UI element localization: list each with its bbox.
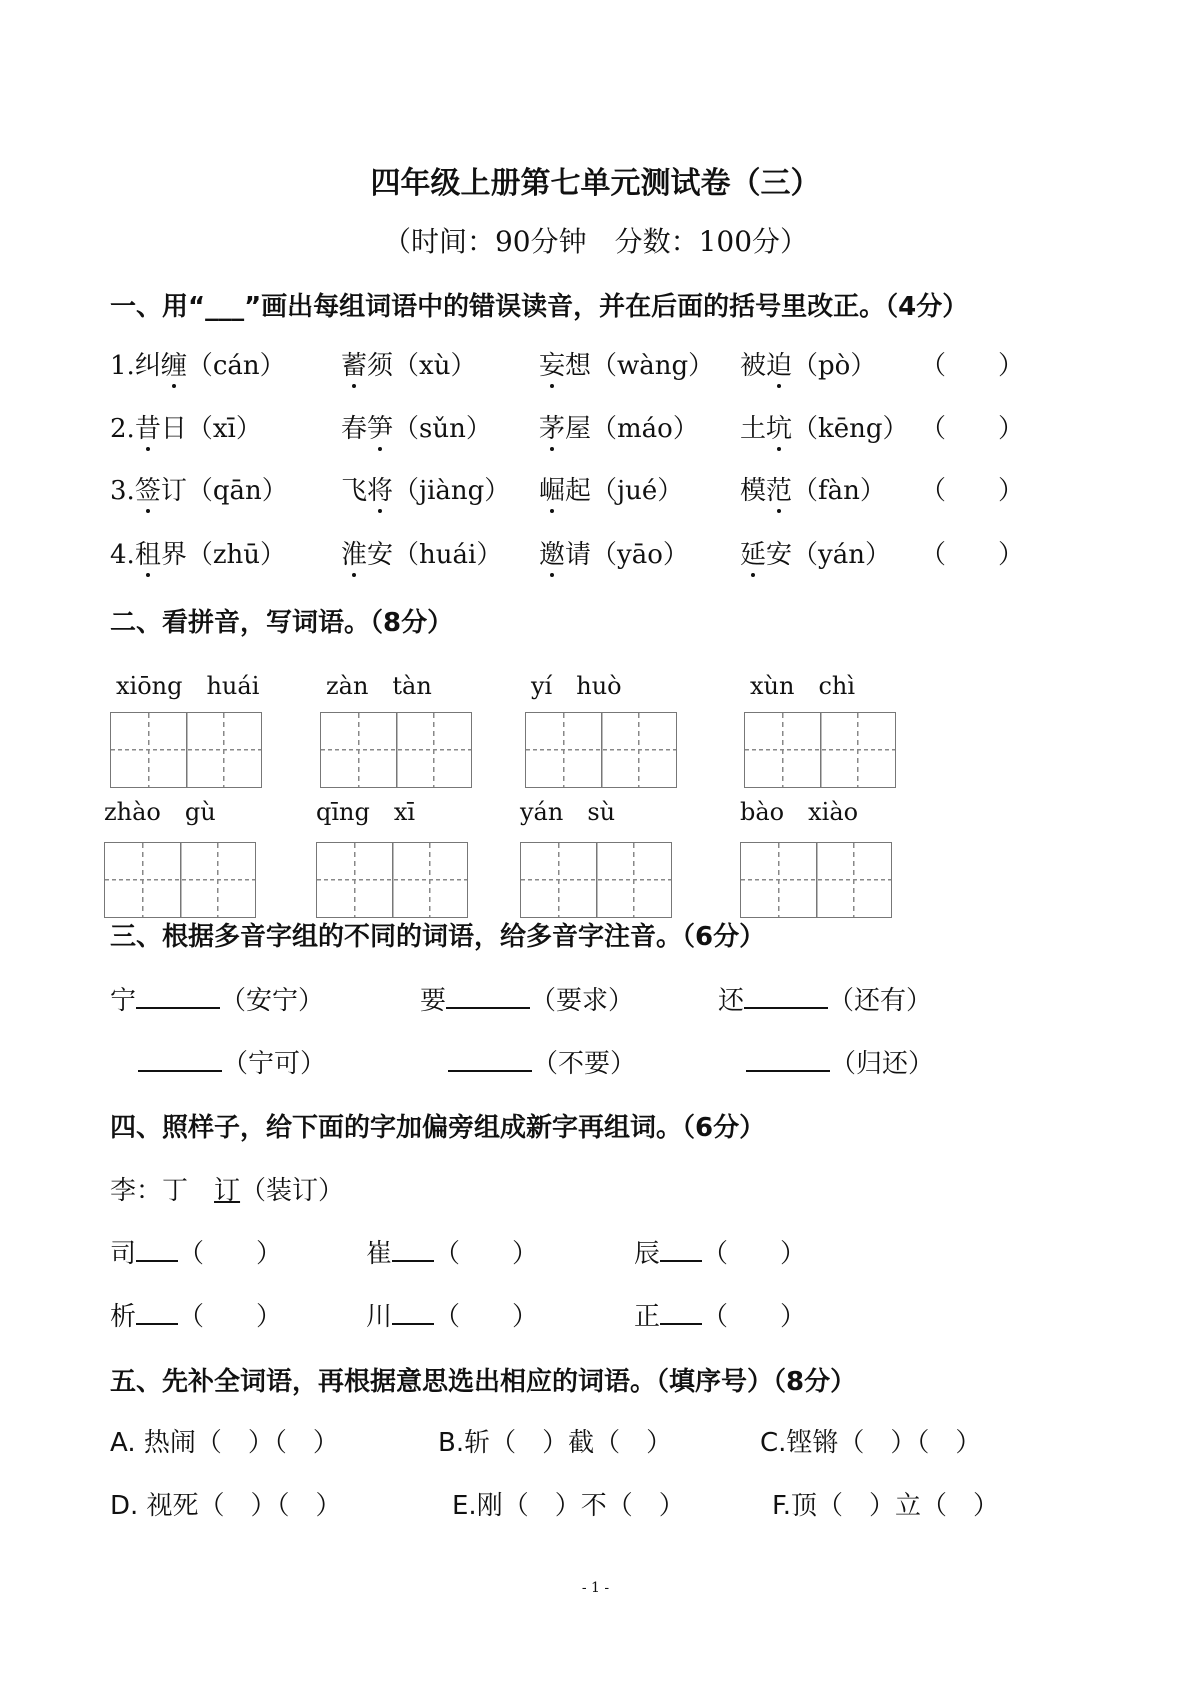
polyphone-word: （不要）: [532, 1049, 637, 1079]
word-char: 土: [740, 414, 767, 444]
word-parentheses[interactable]: （ ）: [434, 1239, 539, 1269]
word-parentheses[interactable]: （ ）: [178, 1239, 283, 1269]
pinyin-label: yí huò: [531, 672, 622, 700]
word-item: [341, 534, 502, 571]
radical-item: [634, 1233, 806, 1270]
word-char: 茅: [539, 408, 565, 445]
example-word: （装订）: [240, 1176, 345, 1206]
word-pinyin: （yán）: [792, 540, 891, 570]
word-item: [740, 470, 886, 507]
answer-parentheses[interactable]: （ ）: [920, 476, 1025, 506]
answer-parentheses[interactable]: （ ）: [920, 351, 1025, 381]
writing-grid[interactable]: [104, 842, 256, 918]
word-char: 订: [160, 476, 187, 506]
new-char-blank[interactable]: [136, 1301, 178, 1325]
polyphone-char: 要: [420, 986, 447, 1016]
word-parentheses[interactable]: （ ）: [178, 1302, 283, 1332]
word-char: 签: [135, 470, 161, 507]
base-char: 司: [110, 1239, 137, 1269]
word-char: 飞: [341, 476, 368, 506]
polyphone-word: （归还）: [830, 1049, 935, 1079]
word-char: 安: [367, 540, 394, 570]
polyphone-word: （宁可）: [222, 1049, 327, 1079]
base-char: 川: [366, 1302, 393, 1332]
word-char: 缠: [161, 345, 187, 382]
writing-grid[interactable]: [744, 712, 896, 788]
word-char: 淮: [341, 534, 367, 571]
polyphone-item: [138, 1043, 326, 1080]
writing-grid[interactable]: [320, 712, 472, 788]
idiom-item[interactable]: E.刚（ ）不（ ）: [452, 1491, 685, 1521]
word-char: 界: [160, 540, 187, 570]
example-new-char: 订: [214, 1176, 241, 1206]
word-char: 邀: [539, 534, 565, 571]
word-item: [110, 470, 288, 507]
word-item: [110, 534, 286, 571]
polyphone-char: 还: [718, 986, 745, 1016]
word-pinyin: （xù）: [393, 351, 477, 381]
polyphone-item: [718, 980, 932, 1017]
writing-grid[interactable]: [525, 712, 677, 788]
writing-grid[interactable]: [110, 712, 262, 788]
word-item: [539, 470, 683, 507]
polyphone-word: （还有）: [828, 986, 933, 1016]
example: [110, 1170, 344, 1207]
word-char: 日: [160, 414, 187, 444]
polyphone-item: [420, 980, 634, 1017]
word-item: [110, 408, 262, 445]
word-char: 模: [740, 476, 767, 506]
section-3-heading: 三、根据多音字组的不同的词语，给多音字注音。（6分）: [110, 922, 766, 952]
word-char: 租: [135, 534, 161, 571]
pinyin-label: xiōng huái: [116, 672, 260, 700]
section-4-heading: 四、照样子，给下面的字加偏旁组成新字再组词。（6分）: [110, 1113, 766, 1143]
word-pinyin: （jué）: [591, 476, 684, 506]
pinyin-blank[interactable]: [746, 1048, 830, 1072]
word-char: 须: [367, 351, 394, 381]
word-char: 崛: [539, 470, 565, 507]
pinyin-label: zàn tàn: [326, 672, 432, 700]
word-char: 范: [766, 470, 792, 507]
radical-item: [110, 1233, 282, 1270]
new-char-blank[interactable]: [392, 1301, 434, 1325]
word-item: [539, 345, 714, 382]
base-char: 辰: [634, 1239, 661, 1269]
page-number: - 1 -: [581, 1580, 610, 1596]
new-char-blank[interactable]: [660, 1238, 702, 1262]
word-char: 迫: [766, 345, 792, 382]
idiom-item[interactable]: C.铿锵（ ）（ ）: [760, 1428, 982, 1458]
word-char: 安: [766, 540, 793, 570]
idiom-item[interactable]: B.斩（ ）截（ ）: [438, 1428, 673, 1458]
item-number: 4.: [110, 540, 135, 570]
pinyin-label: xùn chì: [750, 672, 856, 700]
word-char: 笋: [367, 408, 393, 445]
section-2-heading: 二、看拼音，写词语。（8分）: [110, 608, 454, 638]
pinyin-label: bào xiào: [740, 798, 859, 826]
word-pinyin: （sǔn）: [393, 414, 492, 444]
base-char: 正: [634, 1302, 661, 1332]
writing-grid[interactable]: [740, 842, 892, 918]
page-title: 四年级上册第七单元测试卷（三）: [370, 166, 821, 201]
pinyin-label: qīng xī: [316, 798, 416, 826]
item-number: 1.: [110, 351, 135, 381]
word-char: 坑: [766, 408, 792, 445]
word-item: [539, 408, 699, 445]
new-char-blank[interactable]: [136, 1238, 178, 1262]
word-pinyin: （qān）: [186, 476, 288, 506]
word-pinyin: （huái）: [393, 540, 503, 570]
word-item: [539, 534, 689, 571]
word-pinyin: （xī）: [186, 414, 262, 444]
word-char: 春: [341, 414, 368, 444]
word-char: 起: [565, 476, 592, 506]
word-char: 想: [565, 351, 592, 381]
pinyin-label: zhào gù: [104, 798, 216, 826]
word-parentheses[interactable]: （ ）: [702, 1302, 807, 1332]
new-char-blank[interactable]: [660, 1301, 702, 1325]
pinyin-blank[interactable]: [448, 1048, 532, 1072]
base-char: 析: [110, 1302, 137, 1332]
pinyin-blank[interactable]: [446, 985, 530, 1009]
polyphone-word: （安宁）: [220, 986, 325, 1016]
word-char: 延: [740, 534, 766, 571]
word-pinyin: （wàng）: [591, 351, 715, 381]
word-pinyin: （jiàng）: [393, 476, 511, 506]
subtitle: （时间：90分钟 分数：100分）: [382, 225, 809, 258]
radical-item: [110, 1296, 282, 1333]
word-char: 将: [367, 470, 393, 507]
idiom-item[interactable]: A. 热闹（ ）（ ）: [110, 1428, 339, 1458]
word-parentheses[interactable]: （ ）: [434, 1302, 539, 1332]
radical-item: [634, 1296, 806, 1333]
idiom-item[interactable]: D. 视死（ ）（ ）: [110, 1491, 342, 1521]
radical-item: [366, 1233, 538, 1270]
word-pinyin: （máo）: [591, 414, 699, 444]
word-char: 被: [740, 351, 767, 381]
base-char: 崔: [366, 1239, 393, 1269]
word-item: [341, 345, 476, 382]
word-item: [740, 534, 891, 571]
pinyin-label: yán sù: [520, 798, 616, 826]
word-char: 妄: [539, 345, 565, 382]
word-item: [110, 345, 286, 382]
item-number: 3.: [110, 476, 135, 506]
idiom-item[interactable]: F.顶（ ）立（ ）: [772, 1491, 1000, 1521]
word-item: [341, 470, 510, 507]
word-char: 纠: [134, 351, 161, 381]
word-pinyin: （zhū）: [186, 540, 287, 570]
example-text: 李：丁: [110, 1176, 189, 1206]
word-parentheses[interactable]: （ ）: [702, 1239, 807, 1269]
polyphone-item: [448, 1043, 636, 1080]
pinyin-blank[interactable]: [744, 985, 828, 1009]
word-char: 请: [565, 540, 592, 570]
word-item: [740, 345, 876, 382]
polyphone-char: 宁: [110, 986, 137, 1016]
polyphone-item: [110, 980, 324, 1017]
word-pinyin: （fàn）: [792, 476, 886, 506]
pinyin-blank[interactable]: [138, 1048, 222, 1072]
word-pinyin: （cán）: [186, 351, 286, 381]
word-char: 屋: [565, 414, 592, 444]
answer-parentheses[interactable]: （ ）: [920, 540, 1025, 570]
word-pinyin: （yāo）: [591, 540, 689, 570]
section-1-heading: 一、用“___”画出每组词语中的错误读音，并在后面的括号里改正。（4分）: [110, 292, 969, 322]
pinyin-blank[interactable]: [136, 985, 220, 1009]
word-pinyin: （kēng）: [792, 414, 909, 444]
writing-grid[interactable]: [316, 842, 468, 918]
new-char-blank[interactable]: [392, 1238, 434, 1262]
radical-item: [366, 1296, 538, 1333]
answer-parentheses[interactable]: （ ）: [920, 414, 1025, 444]
item-number: 2.: [110, 414, 135, 444]
word-item: [341, 408, 492, 445]
polyphone-item: [746, 1043, 934, 1080]
polyphone-word: （要求）: [530, 986, 635, 1016]
section-5-heading: 五、先补全词语，再根据意思选出相应的词语。（填序号）（8分）: [110, 1367, 857, 1397]
word-char: 昔: [135, 408, 161, 445]
word-item: [740, 408, 909, 445]
word-char: 蓄: [341, 345, 367, 382]
word-pinyin: （pò）: [792, 351, 877, 381]
writing-grid[interactable]: [520, 842, 672, 918]
